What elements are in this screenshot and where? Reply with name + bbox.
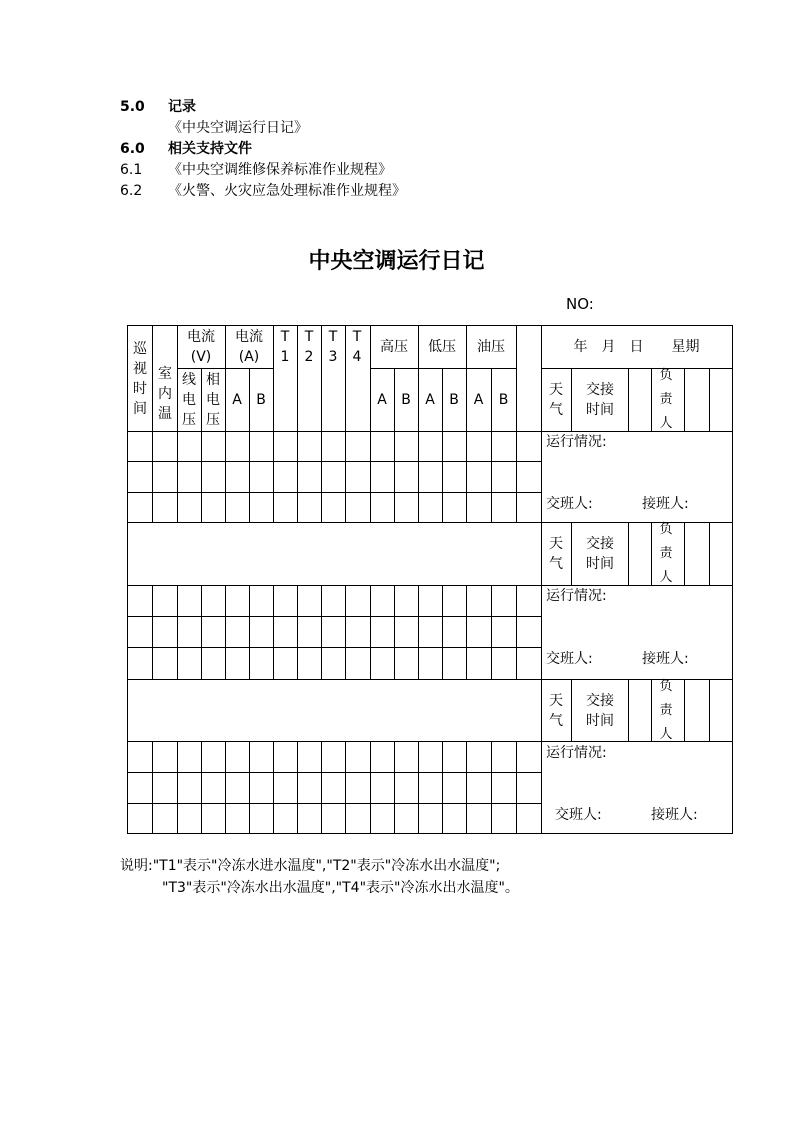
grid-line (249, 431, 250, 522)
grid-line (628, 522, 629, 585)
grid-line (684, 368, 685, 431)
grid-line (516, 431, 517, 522)
grid-line (684, 522, 685, 585)
handover-label: 交班人: (546, 496, 593, 512)
t2-header: T 2 (304, 329, 314, 365)
grid-line (442, 585, 443, 679)
grid-line (127, 585, 541, 586)
grid-line (225, 741, 226, 834)
grid-line (466, 431, 467, 522)
grid-line (345, 741, 346, 834)
handover-label: 交班人: (555, 807, 602, 823)
item-number: 6.2 (120, 183, 143, 199)
item-number: 6.1 (120, 162, 143, 178)
grid-line (152, 585, 153, 679)
date-header: 年 月 日 星期 (573, 339, 700, 355)
section-title: 相关支持文件 (168, 141, 252, 157)
grid-line (516, 741, 517, 834)
t1-header: T 1 (280, 329, 290, 365)
low-pressure-col-b: B (449, 391, 459, 408)
grid-line (628, 368, 629, 431)
form-title: 中央空调运行日记 (308, 249, 485, 274)
grid-line (394, 585, 395, 679)
grid-line (345, 585, 346, 679)
grid-line (442, 431, 443, 522)
low-pressure-col-a: A (425, 391, 435, 408)
grid-line (273, 741, 274, 834)
current-a-col-b: B (256, 391, 266, 408)
grid-line (127, 431, 541, 432)
grid-line (177, 741, 178, 834)
grid-line (297, 585, 298, 679)
notes (120, 855, 519, 899)
grid-line (127, 647, 541, 648)
grid-line (177, 431, 178, 522)
note-line: "T3"表示"冷冻水出水温度","T4"表示"冷冻水出水温度"。 (120, 880, 519, 896)
grid-line (370, 431, 371, 522)
grid-line (491, 585, 492, 679)
status-label: 运行情况: (546, 434, 607, 450)
grid-line (297, 431, 298, 522)
grid-line (394, 741, 395, 834)
weather-label: 天 气 (549, 692, 563, 729)
grid-line (345, 431, 346, 522)
grid-line (225, 431, 226, 522)
high-pressure-col-b: B (401, 391, 411, 408)
handover-label: 交班人: (546, 651, 593, 667)
section-number: 6.0 (120, 141, 145, 157)
phase-voltage-header: 相 电 压 (206, 371, 220, 428)
line-voltage-header: 线 电 压 (182, 371, 196, 428)
grid-line (516, 585, 517, 679)
grid-line (127, 772, 541, 773)
grid-line (571, 368, 572, 431)
room-temp-header: 室 内 温 (158, 365, 172, 422)
oil-pressure-header: 油压 (477, 339, 505, 355)
grid-line (201, 741, 202, 834)
responsible-label: 负 责 人 (659, 367, 673, 431)
takeover-label: 接班人: (642, 651, 689, 667)
grid-line (370, 585, 371, 679)
grid-line (571, 679, 572, 741)
weather-label: 天 气 (549, 535, 563, 572)
grid-line (442, 741, 443, 834)
record-name: 《中央空调运行日记》 (168, 120, 308, 136)
grid-line (321, 585, 322, 679)
patrol-time-header: 巡 视 时 间 (133, 340, 147, 417)
grid-line (466, 585, 467, 679)
grid-line (709, 368, 710, 431)
low-pressure-header: 低压 (428, 339, 456, 355)
grid-line (127, 461, 541, 462)
grid-line (709, 522, 710, 585)
grid-line (321, 741, 322, 834)
grid-line (273, 585, 274, 679)
status-label: 运行情况: (546, 588, 607, 604)
takeover-label: 接班人: (651, 807, 698, 823)
oil-pressure-col-b: B (498, 391, 509, 408)
grid-line (491, 741, 492, 834)
grid-line (684, 679, 685, 741)
grid-line (466, 741, 467, 834)
grid-line (370, 741, 371, 834)
current-a-col-a: A (232, 391, 242, 408)
current-a-header: 电流 (A) (235, 329, 263, 365)
responsible-label: 负 责 人 (659, 678, 673, 742)
grid-line (249, 585, 250, 679)
grid-line (201, 585, 202, 679)
grid-line (127, 679, 541, 680)
grid-line (152, 431, 153, 522)
grid-line (225, 585, 226, 679)
grid-line (321, 431, 322, 522)
grid-line (201, 431, 202, 522)
grid-line (127, 492, 541, 493)
document-name: 《中央空调维修保养标准作业规程》 (168, 162, 392, 178)
responsible-label: 负 责 人 (659, 521, 673, 585)
grid-line (709, 679, 710, 741)
grid-line (297, 741, 298, 834)
form-number-label: NO: (566, 295, 594, 313)
status-label: 运行情况: (546, 745, 607, 761)
grid-line (249, 741, 250, 834)
takeover-label: 接班人: (642, 496, 689, 512)
grid-line (418, 585, 419, 679)
t4-header: T 4 (352, 329, 362, 365)
grid-line (516, 325, 517, 431)
grid-line (152, 741, 153, 834)
section-title: 记录 (168, 99, 196, 115)
current-v-header: 电流 (V) (187, 329, 215, 365)
t3-header: T 3 (328, 329, 338, 365)
weather-label: 天 气 (549, 381, 563, 418)
grid-line (418, 431, 419, 522)
grid-line (127, 803, 541, 804)
section-number: 5.0 (120, 99, 145, 115)
grid-line (177, 585, 178, 679)
high-pressure-col-a: A (377, 391, 387, 408)
oil-pressure-col-a: A (473, 391, 484, 408)
grid-line (491, 431, 492, 522)
grid-line (628, 679, 629, 741)
grid-line (127, 522, 541, 523)
grid-line (571, 522, 572, 585)
document-name: 《火警、火灾应急处理标准作业规程》 (168, 183, 406, 199)
high-pressure-header: 高压 (380, 339, 408, 355)
note-line: 说明:"T1"表示"冷冻水进水温度","T2"表示"冷冻水出水温度"; (120, 858, 501, 874)
shift-time-label: 交接 时间 (586, 381, 614, 418)
grid-line (273, 431, 274, 522)
grid-line (418, 741, 419, 834)
grid-line (127, 741, 541, 742)
grid-line (127, 616, 541, 617)
grid-line (394, 431, 395, 522)
shift-time-label: 交接 时间 (586, 535, 614, 572)
shift-time-label: 交接 时间 (586, 692, 614, 729)
